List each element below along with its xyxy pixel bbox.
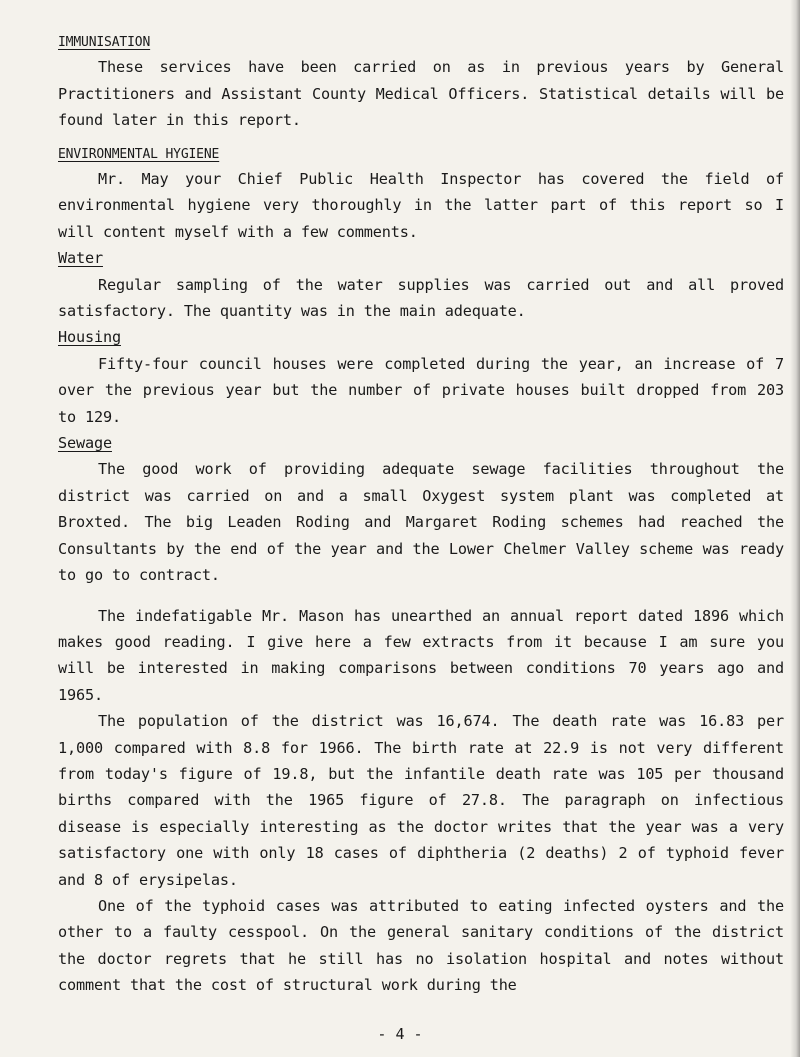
immunisation-heading: IMMUNISATION <box>58 35 151 50</box>
page-edge-shadow <box>790 0 800 1057</box>
annual-report-paragraph: The indefatigable Mr. Mason has unearthed an annual report dated 1896 which makes good reading. I give here a few extracts from it because I am sure you will be interested in making comparisons between conditions 70 years ago and 1965. <box>58 606 784 704</box>
report-page <box>58 28 784 999</box>
environmental-heading-row <box>58 140 784 166</box>
immunisation-heading-row <box>58 28 784 54</box>
sewage-paragraph: The good work of providing adequate sewage facilities throughout the district was carried on and a small Oxygest system plant was completed at Broxted. The big Leaden Roding and Margaret Roding schemes had reached the Consultants by the end of the year and the Lower Chelmer Valley scheme was ready to go to contract. <box>58 460 784 585</box>
housing-paragraph: Fifty-four council houses were completed during the year, an increase of 7 over the previous year but the number of private houses built dropped from 203 to 129. <box>58 354 784 426</box>
water-paragraph: Regular sampling of the water supplies was carried out and all proved satisfactory. The quantity was in the main adequate. <box>58 275 784 321</box>
typhoid-paragraph: One of the typhoid cases was attributed to eating infected oysters and the other to a faulty cesspool. On the general sanitary conditions of the district the doctor regrets that he still has no isolation hospital and notes without comment that the cost of structural work during the <box>58 896 784 995</box>
housing-heading: Housing <box>58 328 121 347</box>
population-paragraph: The population of the district was 16,674. The death rate was 16.83 per 1,000 compared with 8.8 for 1966. The birth rate at 22.9 is not very different from today's figure of 19.8, but the infantile death rate was 105 per thousand births compared with the 1965 figure of 27.8. The paragraph on infectious disease is especially interesting as the doctor writes that the year was a very satisfactory one with only 18 cases of diphtheria (2 deaths) 2 of typhoid fever and 8 of erysipelas. <box>58 712 784 889</box>
environmental-paragraph: Mr. May your Chief Public Health Inspector has covered the field of environmental hygiene very thoroughly in the latter part of this report so I will content myself with a few comments. <box>58 170 784 241</box>
water-heading: Water <box>58 249 103 268</box>
sewage-heading: Sewage <box>58 434 112 453</box>
page-number: - 4 - <box>377 1025 423 1043</box>
environmental-hygiene-heading: ENVIRONMENTAL HYGIENE <box>58 146 220 162</box>
immunisation-paragraph: These services have been carried on as in previous years by General Practitioners and Assistant County Medical Officers. Statistical details will be found later in this report. <box>58 58 784 130</box>
